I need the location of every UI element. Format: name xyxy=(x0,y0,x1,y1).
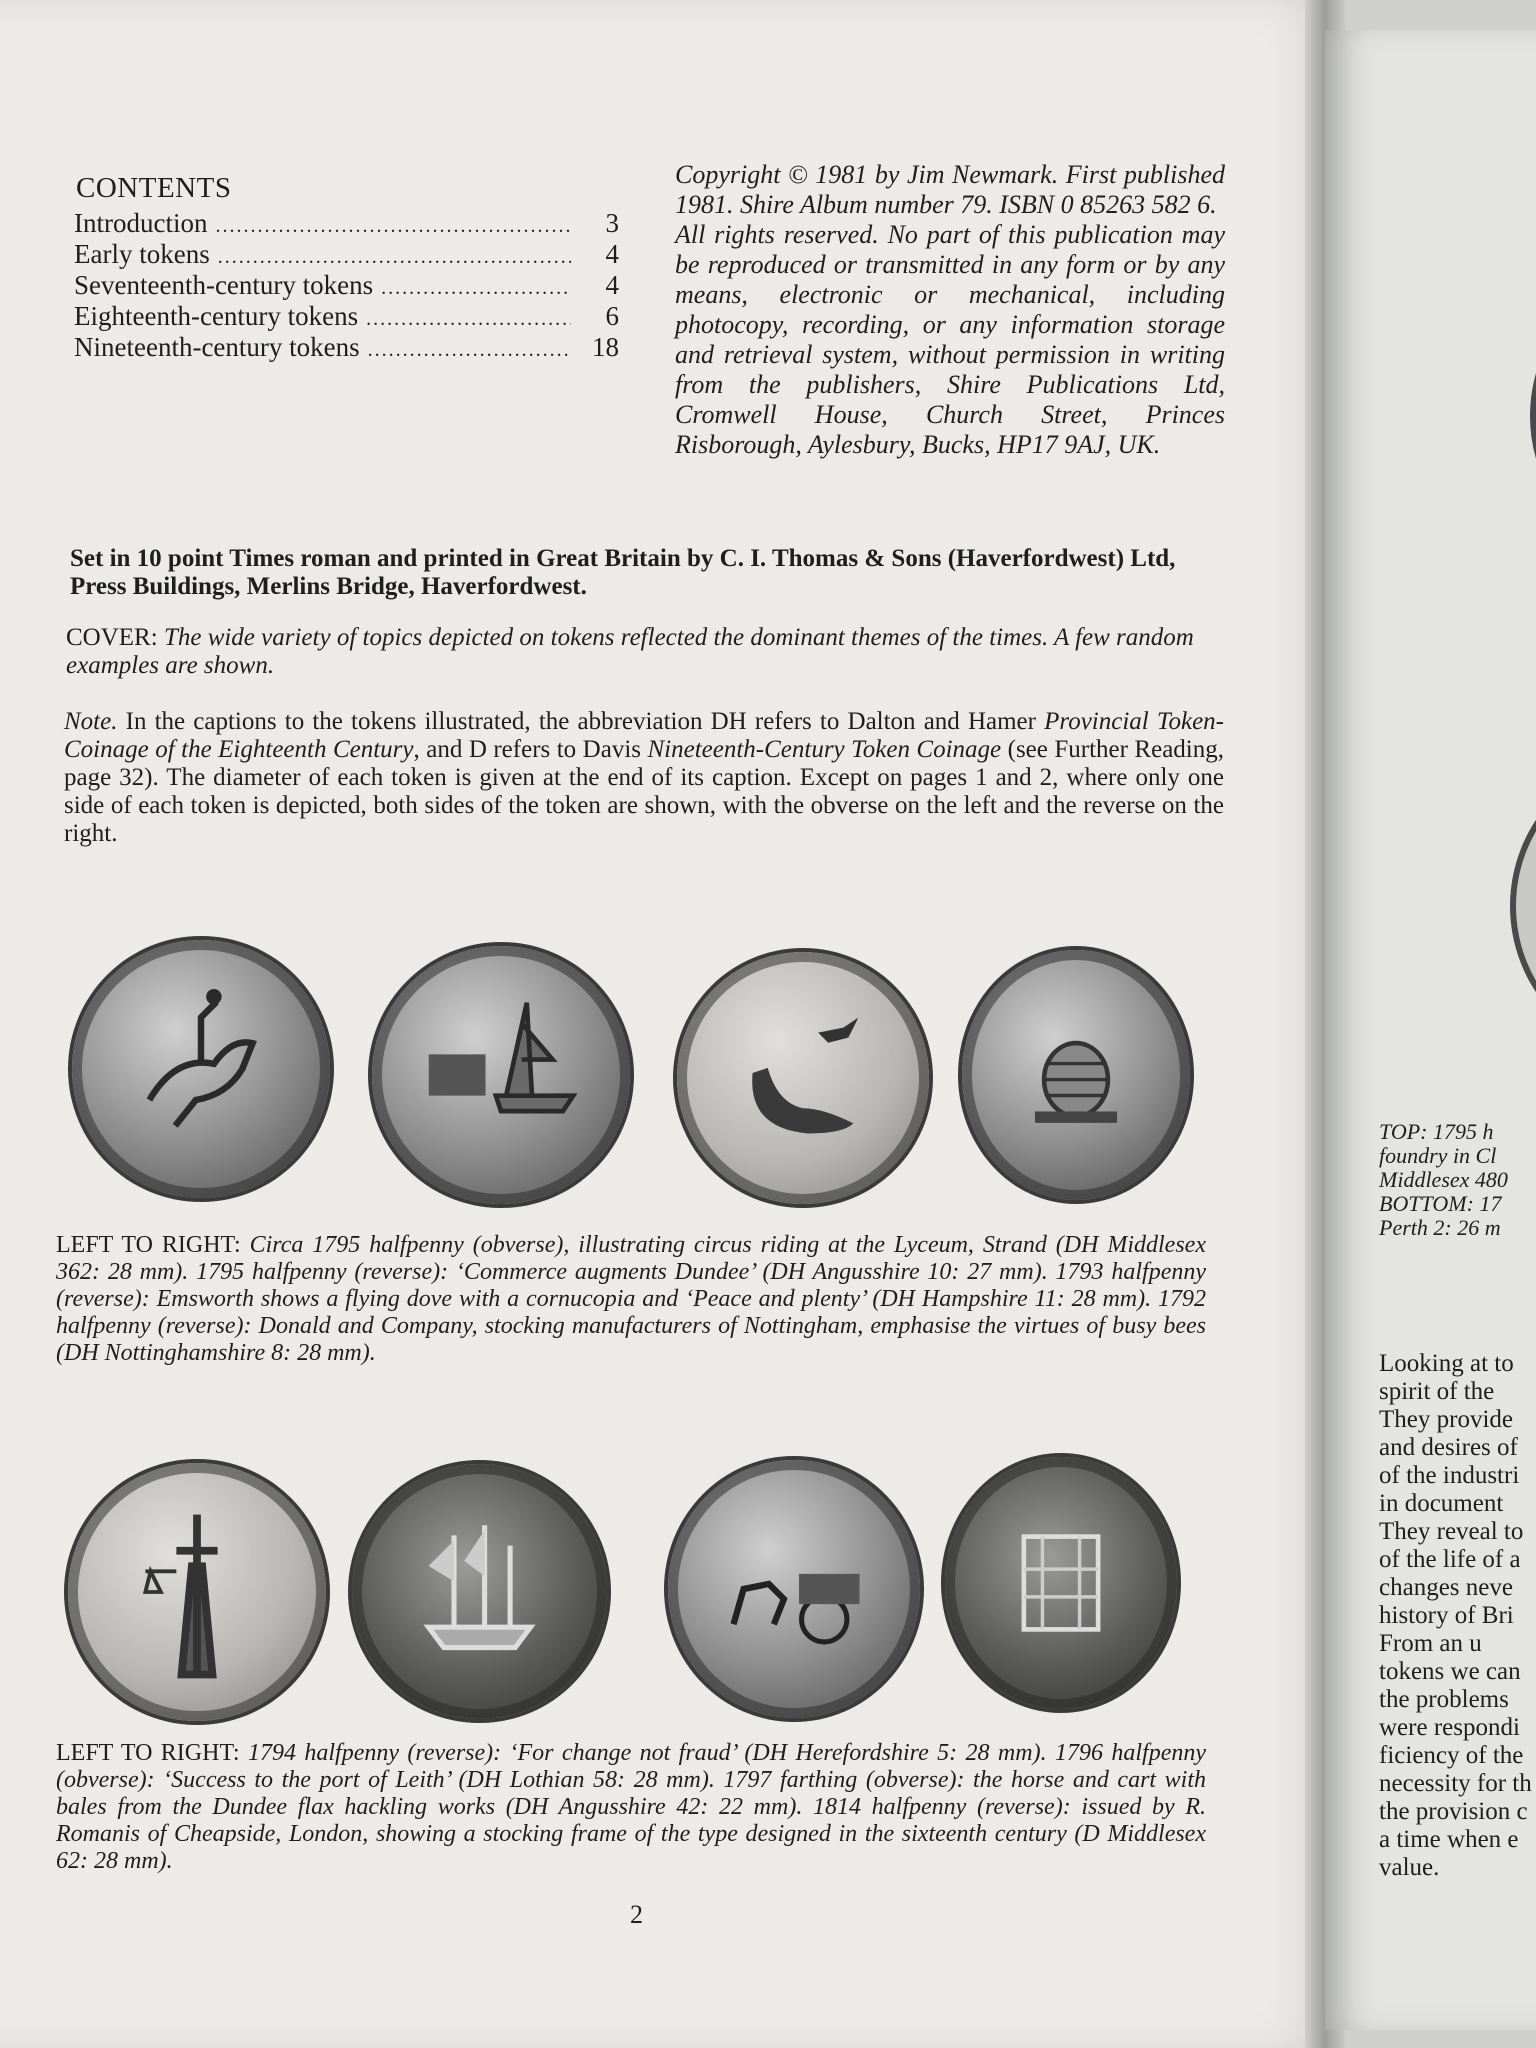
right-page-body xyxy=(1379,1350,1536,1882)
caption-text: 1794 halfpenny (reverse): ‘For change not fraud’ (DH Herefordshire 5: 28 mm). 1796 halfpenny (obverse): ‘Success to the port of Leith’ (DH Lothian 58: 28 mm). 1797 farthing (obverse): the horse and cart with bales from the Dundee flax hackling works (DH Angusshire 42: 22 mm). 1814 halfpenny (reverse): issued by R. Romanis of Cheapside, London, showing a stocking frame of the type designed in the sixteenth century (D Middlesex 62: 28 mm). xyxy=(56,1740,1206,1874)
page-number: 2 xyxy=(630,1900,643,1929)
toc-page-number: 4 xyxy=(605,270,619,300)
cover-text: The wide variety of topics depicted on tokens reflected the dominant themes of the times. A few random examples are shown. xyxy=(66,624,1194,679)
toc-page-number: 18 xyxy=(592,332,619,362)
toc-row xyxy=(74,332,619,363)
note-reference: Provincial Token-Coinage of the Eighteenth Century xyxy=(64,708,1225,763)
beehive-token-image xyxy=(962,950,1190,1200)
right-text-line: spirit of the xyxy=(1379,1378,1495,1405)
cover-label: COVER: xyxy=(66,624,158,651)
right-text-line: and desires of xyxy=(1379,1434,1518,1461)
right-text-line: of the life of a xyxy=(1379,1546,1521,1573)
right-text-line: history of Bri xyxy=(1379,1602,1514,1629)
right-page-coin-bottom xyxy=(1510,750,1536,1062)
contents-heading: CONTENTS xyxy=(76,172,232,204)
note-text: (see Further Reading, page 32). The diameter of each token is given at the end of its caption. Except on pages 1 and 2, where only one side of each token is depicted, both sides of the token are shown, with the obverse on the left and the reverse on the right. xyxy=(64,736,1224,847)
cover-note xyxy=(66,624,1226,680)
right-caption-line: foundry in Cl xyxy=(1379,1143,1497,1168)
caption-text: Circa 1795 halfpenny (obverse), illustrating circus riding at the Lyceum, Strand (DH Middlesex 362: 28 mm). 1795 halfpenny (reverse): ‘Commerce augments Dundee’ (DH Angusshire 10: 27 mm). 1793 halfpenny (reverse): Emsworth shows a flying dove with a cornucopia and ‘Peace and plenty’ (DH Hampshire 11: 28 mm). 1792 halfpenny (reverse): Donald and Company, stocking manufacturers of Nottingham, emphasise the virtues of busy bees (DH Nottinghamshire 8: 28 mm). xyxy=(56,1232,1206,1366)
right-text-line: They reveal to xyxy=(1379,1518,1524,1545)
toc-label: Early tokens xyxy=(74,239,210,269)
right-text-line: a time when e xyxy=(1379,1826,1519,1853)
caption-label: LEFT TO RIGHT: xyxy=(56,1232,241,1258)
ship-leith-token-image xyxy=(352,1464,607,1719)
toc-leader-dots xyxy=(215,215,571,238)
printer-statement: Set in 10 point Times roman and printed in Great Britain by C. I. Thomas & Sons (Haverfordwest) Ltd, Press Buildings, Merlins Bridge, Haverfordwest. xyxy=(70,545,1176,600)
circus-horse-token-image xyxy=(72,940,330,1198)
toc-row xyxy=(74,208,619,239)
peace-plenty-token-image xyxy=(677,952,929,1204)
right-text-line: From an u xyxy=(1379,1630,1482,1657)
right-caption-line: Middlesex 480 xyxy=(1379,1167,1508,1192)
toc-leader-dots xyxy=(381,277,571,300)
rights-reserved-notice: All rights reserved. No part of this publication may be reproduced or transmitted in any form or by any means, electronic or mechanical, including photocopy, recording, or any information storage and retrieval system, without permission in writing from the publishers, Shire Publications Ltd, Cromwell House, Church Street, Princes Risborough, Aylesbury, Bucks, HP17 9AJ, UK. xyxy=(675,220,1225,459)
figure-caption-bottom-row xyxy=(56,1740,1206,1875)
toc-label: Nineteenth-century tokens xyxy=(74,332,360,362)
right-text-line: ficiency of the xyxy=(1379,1742,1524,1769)
toc-row xyxy=(74,239,619,270)
right-text-line: They provide xyxy=(1379,1406,1513,1433)
abbreviation-note xyxy=(64,708,1224,848)
right-text-line: the problems xyxy=(1379,1686,1509,1713)
caption-label: LEFT TO RIGHT: xyxy=(56,1740,240,1766)
right-page-caption xyxy=(1379,1120,1536,1240)
commerce-dundee-token-image xyxy=(372,946,630,1204)
note-reference: Nineteenth-Century Token Coinage xyxy=(647,736,1002,763)
toc-leader-dots xyxy=(368,339,571,362)
toc-page-number: 3 xyxy=(605,208,619,238)
table-of-contents xyxy=(74,208,619,363)
toc-leader-dots xyxy=(366,308,571,331)
right-text-line: necessity for th xyxy=(1379,1770,1532,1797)
right-page xyxy=(1325,30,1536,2030)
note-text: In the captions to the tokens illustrated, the abbreviation DH refers to Dalton and Hamer xyxy=(117,708,1045,735)
copyright-block xyxy=(675,160,1225,460)
right-text-line: tokens we can xyxy=(1379,1658,1521,1685)
right-text-line: were respondi xyxy=(1379,1714,1520,1741)
toc-page-number: 6 xyxy=(605,301,619,331)
right-caption-line: Perth 2: 26 m xyxy=(1379,1215,1501,1240)
right-text-line: Looking at to xyxy=(1379,1350,1514,1377)
toc-label: Eighteenth-century tokens xyxy=(74,301,359,331)
justice-figure-token-image xyxy=(68,1463,326,1721)
right-text-line: value. xyxy=(1379,1854,1440,1881)
figure-caption-top-row xyxy=(56,1232,1206,1367)
right-caption-line: BOTTOM: 17 xyxy=(1379,1191,1502,1216)
note-label: Note. xyxy=(64,708,118,735)
horse-cart-token-image xyxy=(668,1460,920,1718)
right-text-line: of the industri xyxy=(1379,1462,1520,1489)
right-caption-line: TOP: 1795 h xyxy=(1379,1119,1494,1144)
right-text-line: the provision c xyxy=(1379,1798,1528,1825)
toc-leader-dots xyxy=(218,246,571,269)
toc-label: Seventeenth-century tokens xyxy=(74,270,374,300)
stocking-frame-token-image xyxy=(945,1457,1177,1709)
right-text-line: changes neve xyxy=(1379,1574,1513,1601)
toc-row xyxy=(74,270,619,301)
copyright-notice: Copyright © 1981 by Jim Newmark. First published 1981. Shire Album number 79. ISBN 0 85263 582 6. xyxy=(675,160,1225,219)
toc-page-number: 4 xyxy=(605,239,619,269)
note-text: , and D refers to Davis xyxy=(413,736,648,763)
right-page-coin-top xyxy=(1530,260,1536,572)
right-text-line: in document xyxy=(1379,1490,1504,1517)
toc-label: Introduction xyxy=(74,208,208,238)
toc-row xyxy=(74,301,619,332)
